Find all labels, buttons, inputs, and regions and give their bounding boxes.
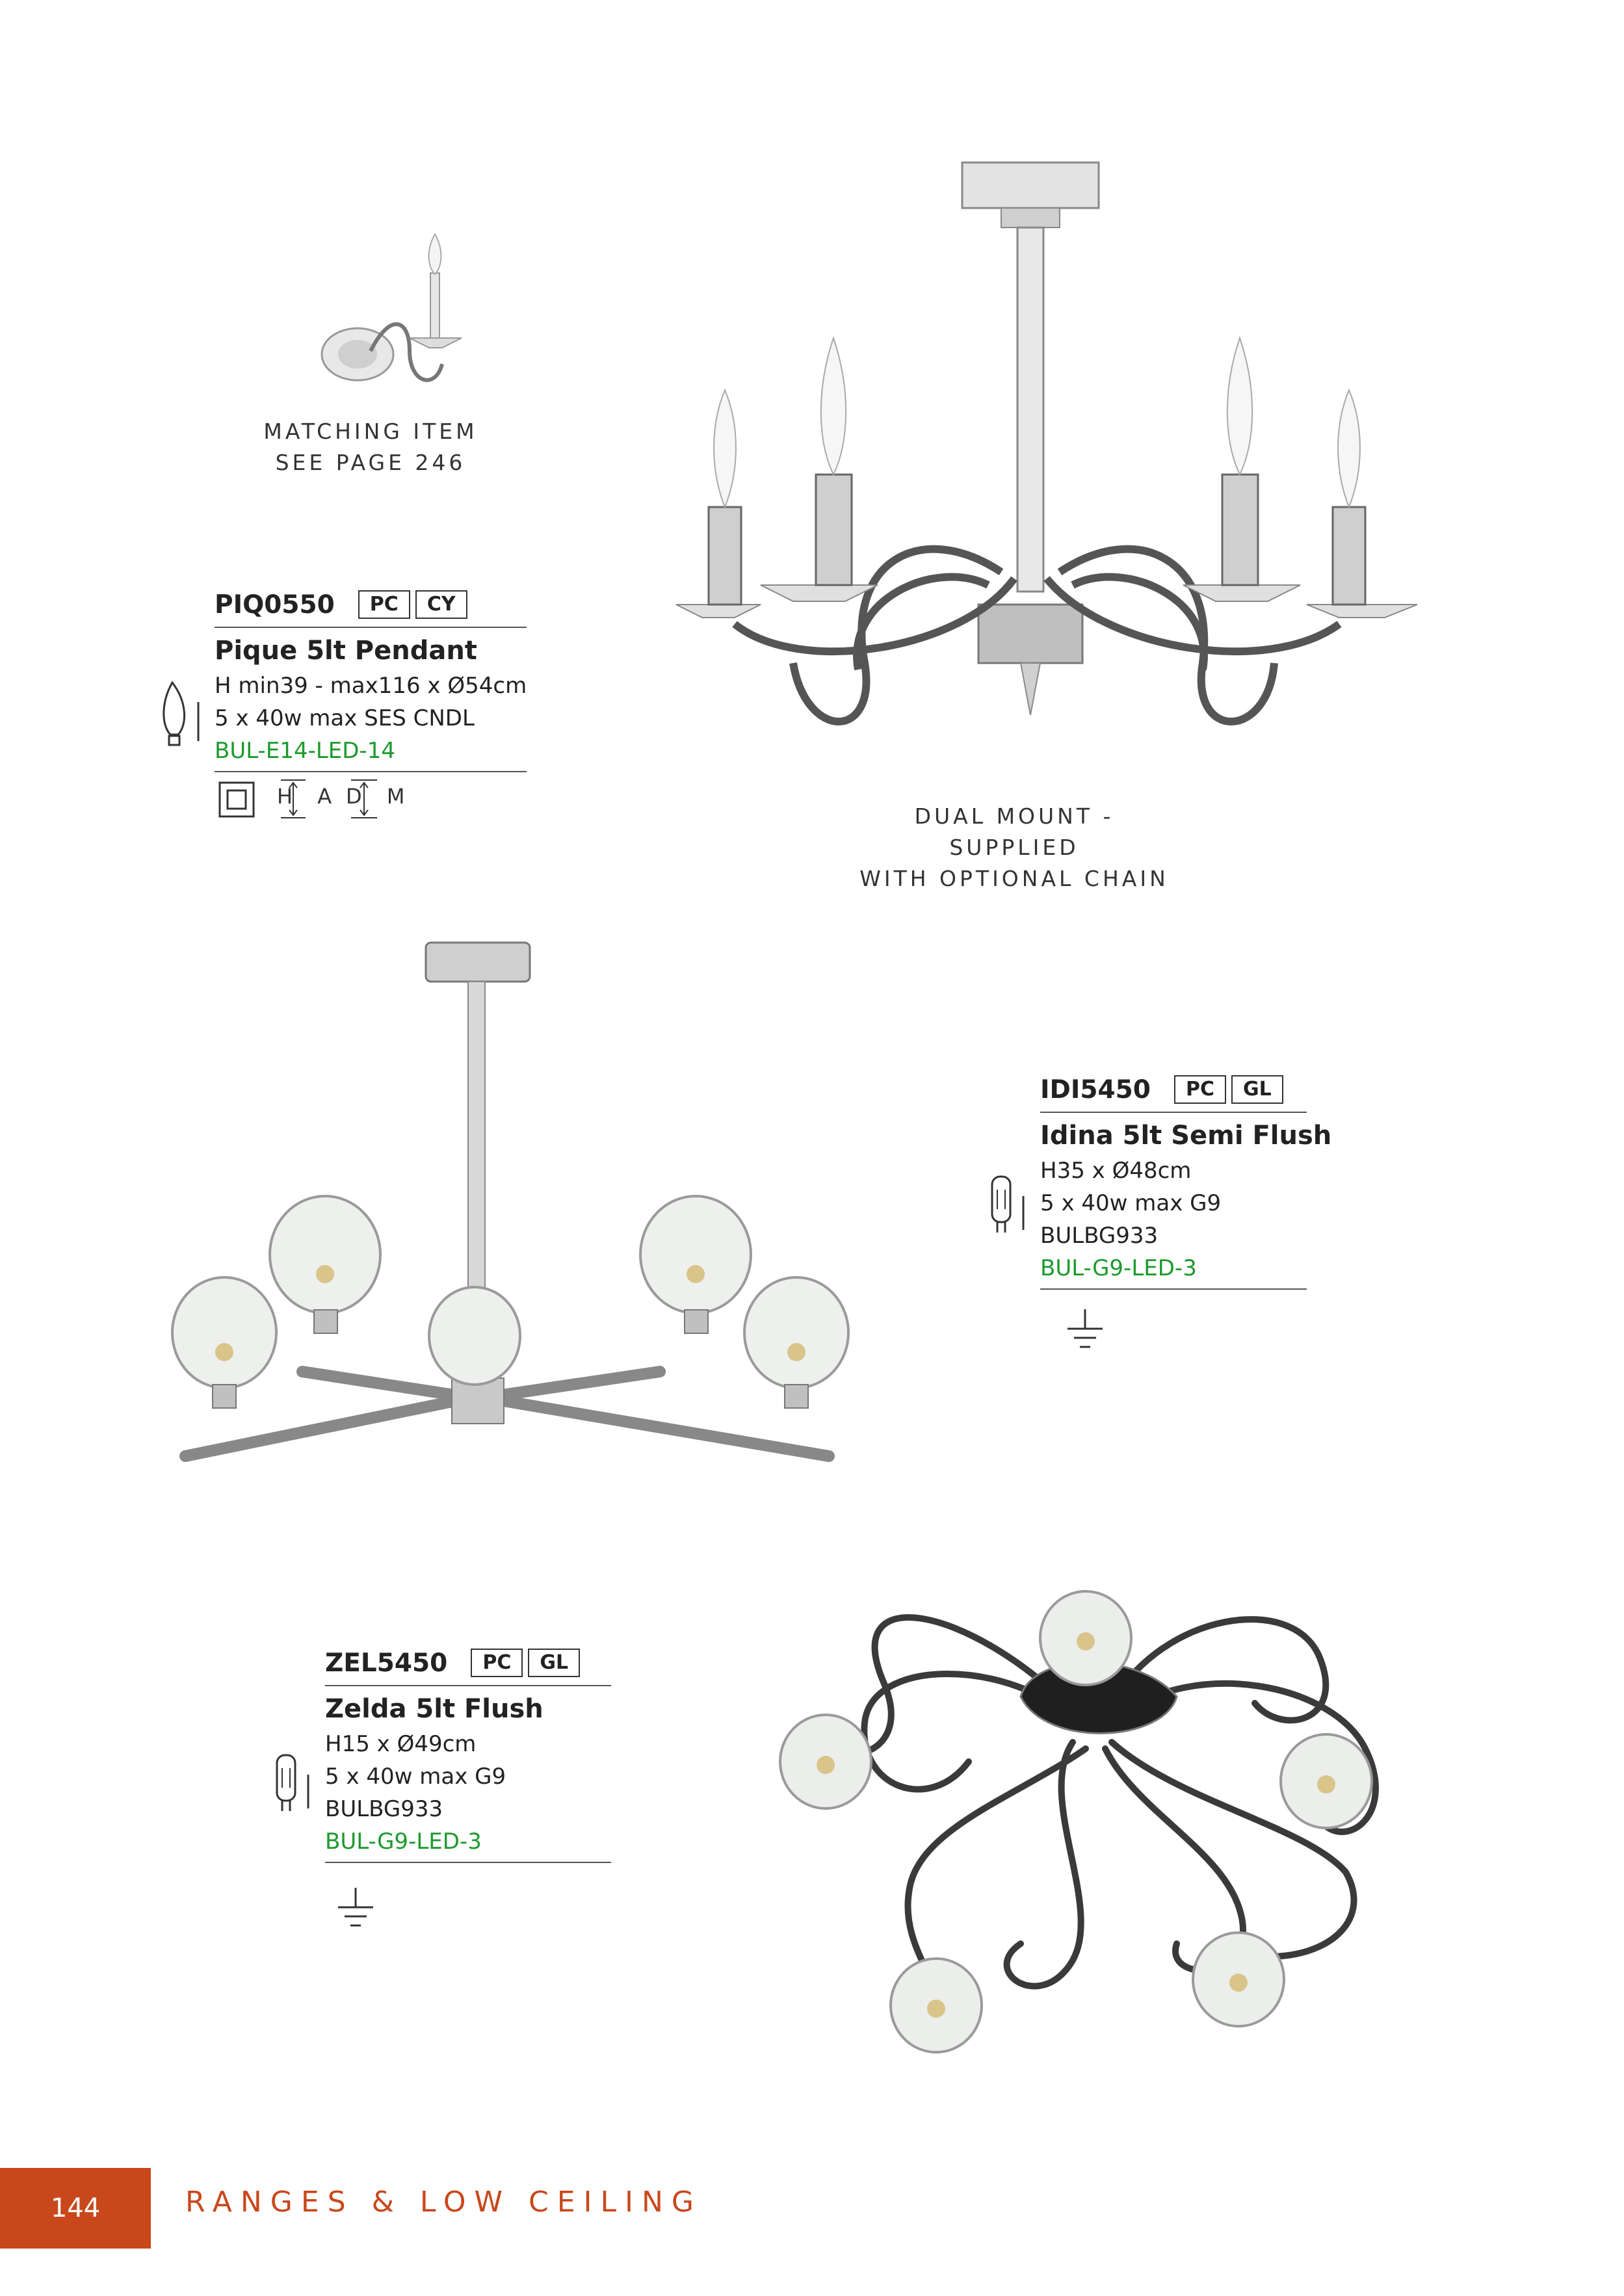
divider bbox=[215, 771, 527, 772]
product-code-row bbox=[325, 1643, 580, 1682]
g9-capsule-bulb-icon bbox=[983, 1170, 1035, 1248]
divider bbox=[325, 1862, 611, 1863]
finish-badge: GL bbox=[528, 1649, 580, 1677]
height-adjustable-icon bbox=[276, 777, 341, 820]
product-code: IDI5450 bbox=[1040, 1075, 1151, 1104]
product-spec-dimensions: H35 x Ø48cm bbox=[1040, 1158, 1192, 1184]
product-spec-dimensions: H min39 - max116 x Ø54cm bbox=[215, 673, 527, 699]
earth-icon bbox=[333, 1885, 378, 1937]
product-code-row bbox=[1040, 1070, 1283, 1109]
matching-item-caption bbox=[241, 416, 501, 478]
product-idina bbox=[1040, 1070, 1332, 1291]
led-bulb-code: BUL-E14-LED-14 bbox=[215, 738, 395, 764]
matching-item-line1: MATCHING ITEM bbox=[263, 419, 478, 444]
candle-bulb-icon bbox=[156, 676, 208, 754]
product-name: Zelda 5lt Flush bbox=[325, 1694, 544, 1724]
page-number: 144 bbox=[50, 2193, 101, 2223]
finish-badge: CY bbox=[415, 590, 467, 619]
finish-badge: PC bbox=[471, 1649, 523, 1677]
product-spec-lamp: 5 x 40w max G9 bbox=[1040, 1190, 1222, 1216]
matching-item-line2: SEE PAGE 246 bbox=[275, 450, 466, 475]
product-code-row bbox=[215, 585, 467, 624]
product-code: ZEL5450 bbox=[325, 1648, 448, 1678]
product-spec-bulb: BULBG933 bbox=[1040, 1223, 1159, 1249]
matching-wall-light-image bbox=[280, 215, 481, 403]
earth-icon bbox=[1062, 1307, 1108, 1359]
led-bulb-code: BUL-G9-LED-3 bbox=[325, 1829, 482, 1855]
dual-mount-line1: DUAL MOUNT - SUPPLIED bbox=[914, 803, 1114, 860]
product-code: PIQ0550 bbox=[215, 590, 335, 620]
product-spec-lamp: 5 x 40w max SES CNDL bbox=[215, 705, 475, 731]
double-insulated-icon bbox=[217, 780, 256, 819]
g9-capsule-bulb-icon bbox=[268, 1749, 320, 1827]
product-spec-lamp: 5 x 40w max G9 bbox=[325, 1764, 506, 1790]
product-name: Idina 5lt Semi Flush bbox=[1040, 1121, 1332, 1151]
finish-badge: GL bbox=[1231, 1075, 1283, 1104]
section-title: RANGES & LOW CEILING bbox=[185, 2185, 702, 2219]
divider bbox=[215, 627, 527, 628]
height-adjustable-label: H A bbox=[277, 784, 341, 809]
idina-semi-flush-image bbox=[166, 930, 855, 1502]
dimmable-icon bbox=[345, 777, 414, 820]
dual-mount-caption bbox=[845, 801, 1183, 894]
product-spec-bulb: BULBG933 bbox=[325, 1796, 443, 1822]
pique-pendant-image bbox=[650, 156, 1430, 774]
led-bulb-code: BUL-G9-LED-3 bbox=[1040, 1255, 1197, 1281]
finish-badge: PC bbox=[1174, 1075, 1226, 1104]
zelda-flush-image bbox=[774, 1580, 1417, 2087]
product-name: Pique 5lt Pendant bbox=[215, 636, 477, 666]
divider bbox=[325, 1685, 611, 1686]
divider bbox=[1040, 1288, 1307, 1290]
dual-mount-line2: WITH OPTIONAL CHAIN bbox=[859, 866, 1169, 891]
dimmable-label: D M bbox=[346, 784, 414, 809]
finish-badge: PC bbox=[358, 590, 410, 619]
divider bbox=[1040, 1112, 1307, 1113]
product-zelda bbox=[325, 1643, 611, 1864]
product-spec-dimensions: H15 x Ø49cm bbox=[325, 1731, 477, 1757]
